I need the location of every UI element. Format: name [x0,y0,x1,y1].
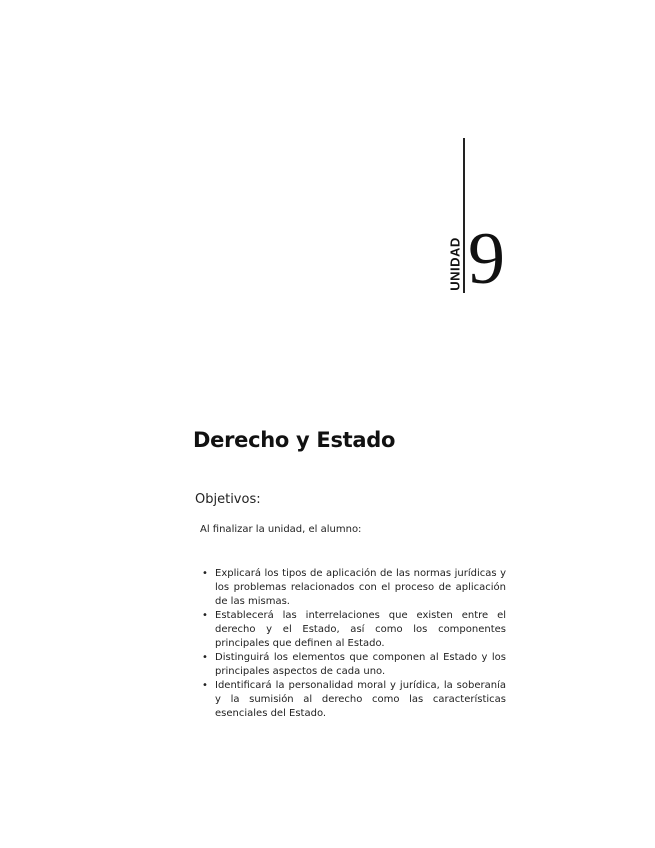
objective-item-identificara: • Identificará la personalidad moral y jurídica, la soberanía y la sumisión al derecho como las características esenciales del Estado. [200,679,506,721]
objectives-heading: Objetivos: [195,492,261,507]
unit-divider-line [463,138,465,293]
unit-label: UNIDAD [447,237,463,291]
objectives-list [200,567,506,721]
objective-item-establecera: • Establecerá las interrelaciones que existen entre el derecho y el Estado, así como los componentes principales que definen al Estado. [200,609,506,651]
objective-item-distinguira: • Distinguirá los elementos que componen al Estado y los principales aspectos de cada uno. [200,651,506,679]
chapter-title: Derecho y Estado [193,428,396,452]
objectives-intro: Al finalizar la unidad, el alumno: [200,524,362,535]
unit-number: 9 [468,218,505,300]
objective-item-explicara: • Explicará los tipos de aplicación de las normas jurídicas y los problemas relacionados con el proceso de aplicación de las mismas. [200,567,506,609]
